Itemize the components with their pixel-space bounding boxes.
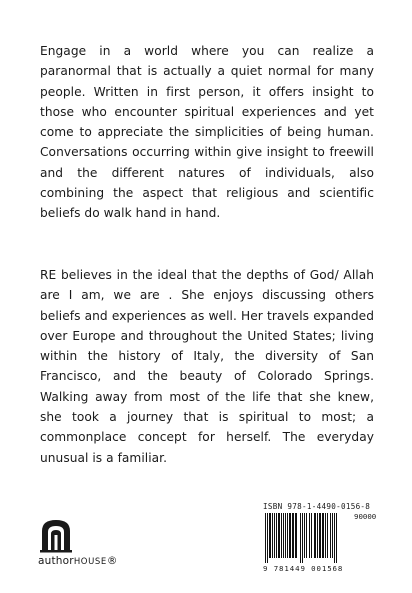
barcode-bar xyxy=(287,513,288,558)
publisher-name-part2: HOUSE xyxy=(73,557,107,567)
barcode-bar xyxy=(306,513,307,558)
publisher-name xyxy=(38,555,118,567)
isbn-number: ISBN 978-1-4490-0156-8 xyxy=(263,502,371,511)
registered-trademark: ® xyxy=(106,555,118,567)
ean-barcode-bars xyxy=(263,513,351,563)
barcode-bar xyxy=(302,513,303,563)
barcode-bar xyxy=(278,513,280,558)
barcode-bar xyxy=(289,513,291,558)
author-bio-paragraph: RE believes in the ideal that the depths of God/ Allah are I am, we are . She enjoys discussing others beliefs and experiences as well. Her travels expanded over Europe and throughout the United States; living within the history of Italy, the diversity of San Francisco, and the beauty of Colorado Springs. Walking away from most of the life that she knew, she took a journey that is spiritual to most; a commonplace concept for herself. The everyday unusual is a familiar. xyxy=(40,268,374,465)
barcode-bar xyxy=(292,513,294,558)
authorhouse-book-arch-icon xyxy=(39,517,73,553)
barcode-bar xyxy=(295,513,297,558)
price-code: 90000 xyxy=(354,512,377,521)
barcode-bar xyxy=(309,513,310,558)
barcode-bar xyxy=(327,513,328,558)
barcode-bar xyxy=(265,513,266,563)
barcode-bar xyxy=(332,513,333,558)
barcode-bar xyxy=(322,513,324,558)
publisher-name-part1: author xyxy=(38,555,74,567)
barcode-bar xyxy=(325,513,326,558)
book-description-paragraph: Engage in a world where you can realize a paranormal that is actually a quiet normal for many people. Written in first person, it offers insight to those who encounter spiritual experiences and yet come to appreciate the simplicities of being human. Conversations occurring within give insight to freewill and the different natures of individuals, also combining the aspect that religious and scientific beliefs do walk hand in hand. xyxy=(40,44,374,221)
barcode-bar xyxy=(285,513,286,558)
barcode-bar xyxy=(283,513,284,558)
barcode-bar xyxy=(319,513,321,558)
barcode-bar xyxy=(272,513,273,558)
barcode-bar xyxy=(336,513,337,563)
ean-number: 9 781449 001568 xyxy=(263,564,344,573)
barcode-bar xyxy=(304,513,305,558)
barcode-bar xyxy=(334,513,335,563)
barcode-bar xyxy=(281,513,282,558)
barcode-bar xyxy=(274,513,275,558)
barcode-bar xyxy=(276,513,277,558)
barcode-bar xyxy=(300,513,301,563)
barcode-bar xyxy=(317,513,318,558)
publisher-logo xyxy=(38,517,118,567)
isbn-barcode xyxy=(263,502,383,573)
barcode-bar xyxy=(269,513,271,558)
barcode-bar xyxy=(314,513,316,558)
barcode-bar xyxy=(330,513,331,558)
barcode-bar xyxy=(267,513,268,563)
barcode-bar xyxy=(311,513,312,558)
